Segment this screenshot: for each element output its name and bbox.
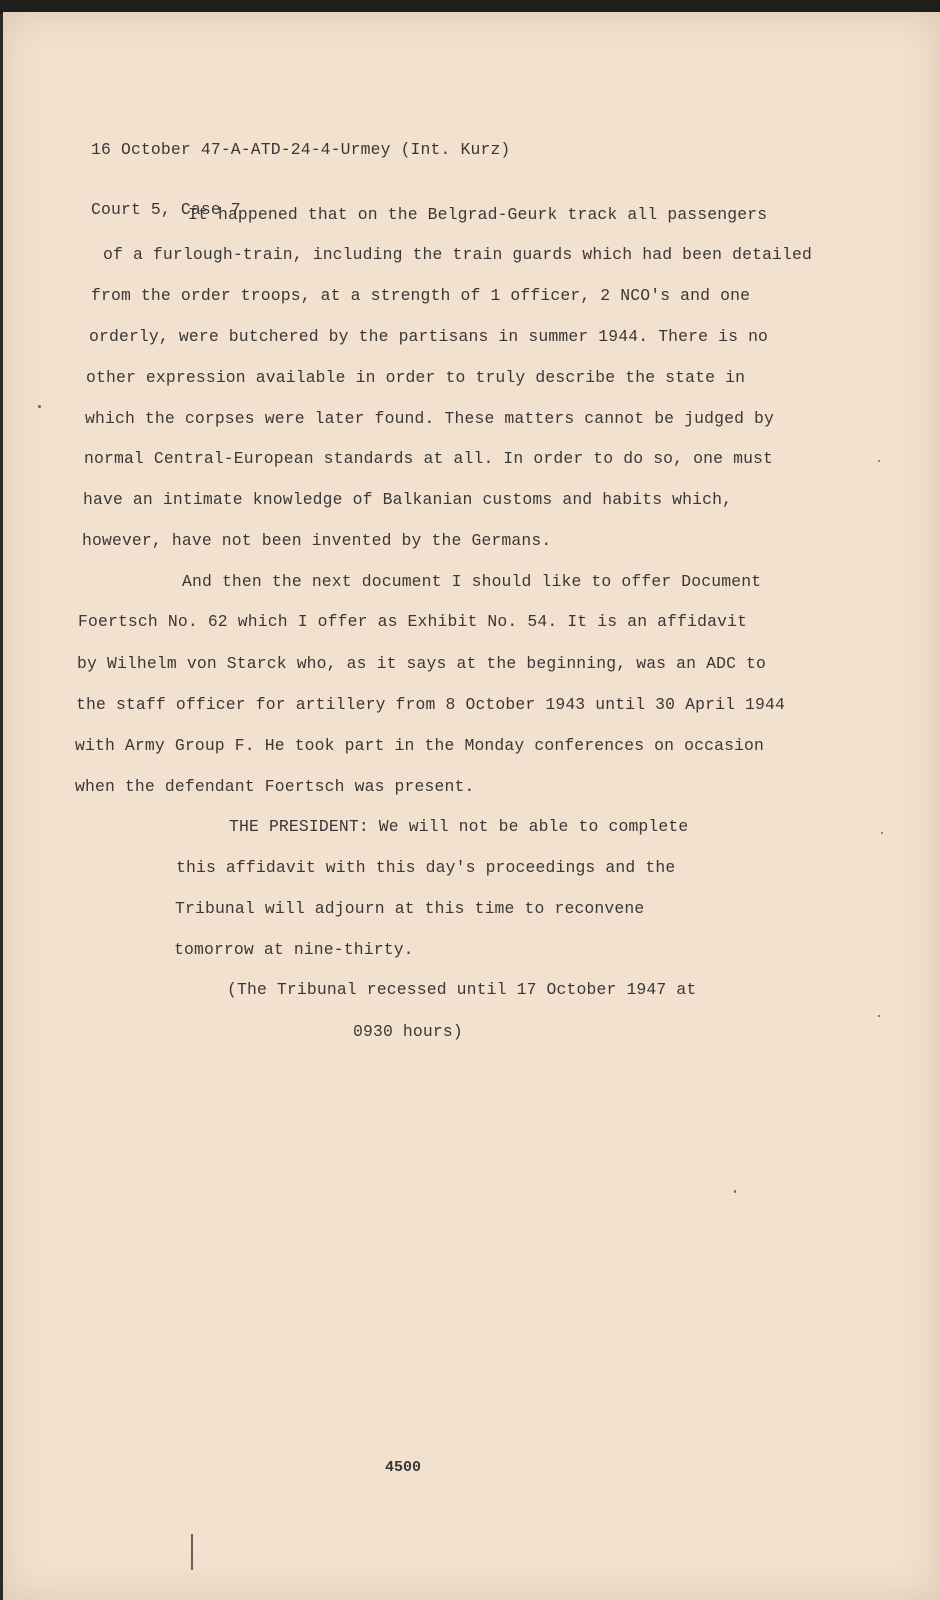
scan-speck	[878, 1015, 880, 1017]
scan-speck	[734, 1190, 736, 1193]
paragraph-2-line: Foertsch No. 62 which I offer as Exhibit No. 54. It is an affidavit	[78, 612, 748, 631]
president-statement-line: tomorrow at nine-thirty.	[174, 940, 414, 959]
paragraph-1-line: have an intimate knowledge of Balkanian customs and habits which,	[83, 490, 733, 509]
recess-note-line: 0930 hours)	[353, 1022, 463, 1041]
paragraph-2-line: And then the next document I should like to offer Document	[182, 572, 762, 591]
paragraph-2-line: with Army Group F. He took part in the Monday conferences on occasion	[75, 736, 765, 755]
president-statement-line: THE PRESIDENT: We will not be able to complete	[229, 817, 689, 836]
scan-speck	[38, 405, 41, 408]
document-header	[91, 100, 510, 260]
scan-speck	[878, 460, 880, 462]
paragraph-2-line: when the defendant Foertsch was present.	[75, 777, 475, 796]
paragraph-2-line: by Wilhelm von Starck who, as it says at the beginning, was an ADC to	[77, 654, 767, 673]
recess-note-line: (The Tribunal recessed until 17 October 1947 at	[227, 980, 697, 999]
header-line-court-case: Court 5, Case 7	[91, 200, 241, 219]
paragraph-1-line: other expression available in order to truly describe the state in	[86, 368, 746, 387]
paragraph-1-line: which the corpses were later found. These matters cannot be judged by	[85, 409, 775, 428]
paragraph-1-line: orderly, were butchered by the partisans in summer 1944. There is no	[89, 327, 769, 346]
president-statement-line: this affidavit with this day's proceedings and the	[176, 858, 676, 877]
paragraph-1-line: of a furlough-train, including the train guards which had been detailed	[103, 245, 813, 264]
page-number: 4500	[385, 1459, 422, 1476]
president-statement-line: Tribunal will adjourn at this time to reconvene	[175, 899, 645, 918]
paragraph-1-line: from the order troops, at a strength of 1 officer, 2 NCO's and one	[91, 286, 751, 305]
paragraph-2-line: the staff officer for artillery from 8 October 1943 until 30 April 1944	[76, 695, 786, 714]
header-line-date-reference: 16 October 47-A-ATD-24-4-Urmey (Int. Kurz)	[91, 140, 511, 159]
scan-line-mark	[191, 1534, 193, 1570]
document-page	[3, 12, 940, 1600]
paragraph-1-line: however, have not been invented by the Germans.	[82, 531, 552, 550]
scan-speck	[881, 832, 883, 834]
paragraph-1-line: normal Central-European standards at all. In order to do so, one must	[84, 449, 774, 468]
paragraph-1-line: It happened that on the Belgrad-Geurk track all passengers	[188, 205, 768, 224]
